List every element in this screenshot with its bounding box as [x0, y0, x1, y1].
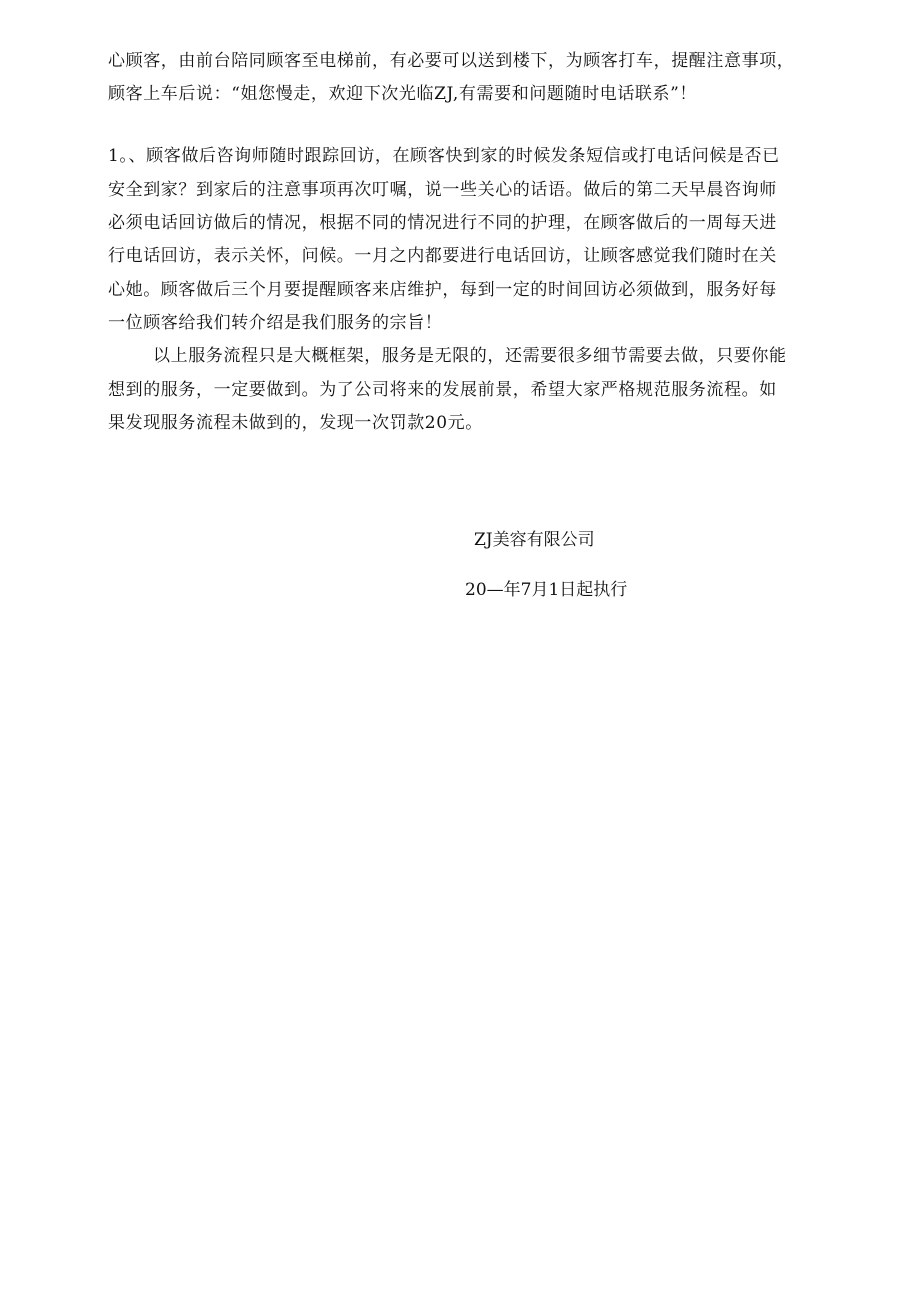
paragraph-line: 1。、顾客做后咨询师随时跟踪回访，在顾客快到家的时候发条短信或打电话问候是否已	[108, 146, 780, 166]
paragraph-line: 想到的服务，一定要做到。为了公司将来的发展前景，希望大家严格规范服务流程。如	[108, 380, 777, 400]
paragraph-line: 果发现服务流程未做到的，发现一次罚款20元。	[108, 413, 483, 433]
paragraph-line: 行电话回访，表示关怀，问候。一月之内都要进行电话回访，让顾客感觉我们随时在关	[108, 246, 777, 266]
paragraph-line: 以上服务流程只是大概框架，服务是无限的，还需要很多细节需要去做，只要你能	[153, 346, 787, 366]
paragraph-line: 顾客上车后说：“姐您慢走，欢迎下次光临ZJ,有需要和问题随时电话联系”！	[108, 84, 698, 104]
paragraph-line: 心她。顾客做后三个月要提醒顾客来店维护，每到一定的时间回访必须做到，服务好每	[108, 280, 777, 300]
company-signature: ZJ美容有限公司	[474, 530, 595, 550]
paragraph-line: 必须电话回访做后的情况，根据不同的情况进行不同的护理，在顾客做后的一周每天进	[108, 213, 777, 233]
paragraph-line: 安全到家？到家后的注意事项再次叮嘱，说一些关心的话语。做后的第二天早晨咨询师	[108, 180, 777, 200]
paragraph-line: 心顾客，由前台陪同顾客至电梯前，有必要可以送到楼下，为顾客打车，提醒注意事项，	[108, 51, 795, 71]
effective-date: 20—年7月1日起执行	[465, 580, 628, 600]
paragraph-line: 一位顾客给我们转介绍是我们服务的宗旨！	[108, 313, 443, 333]
